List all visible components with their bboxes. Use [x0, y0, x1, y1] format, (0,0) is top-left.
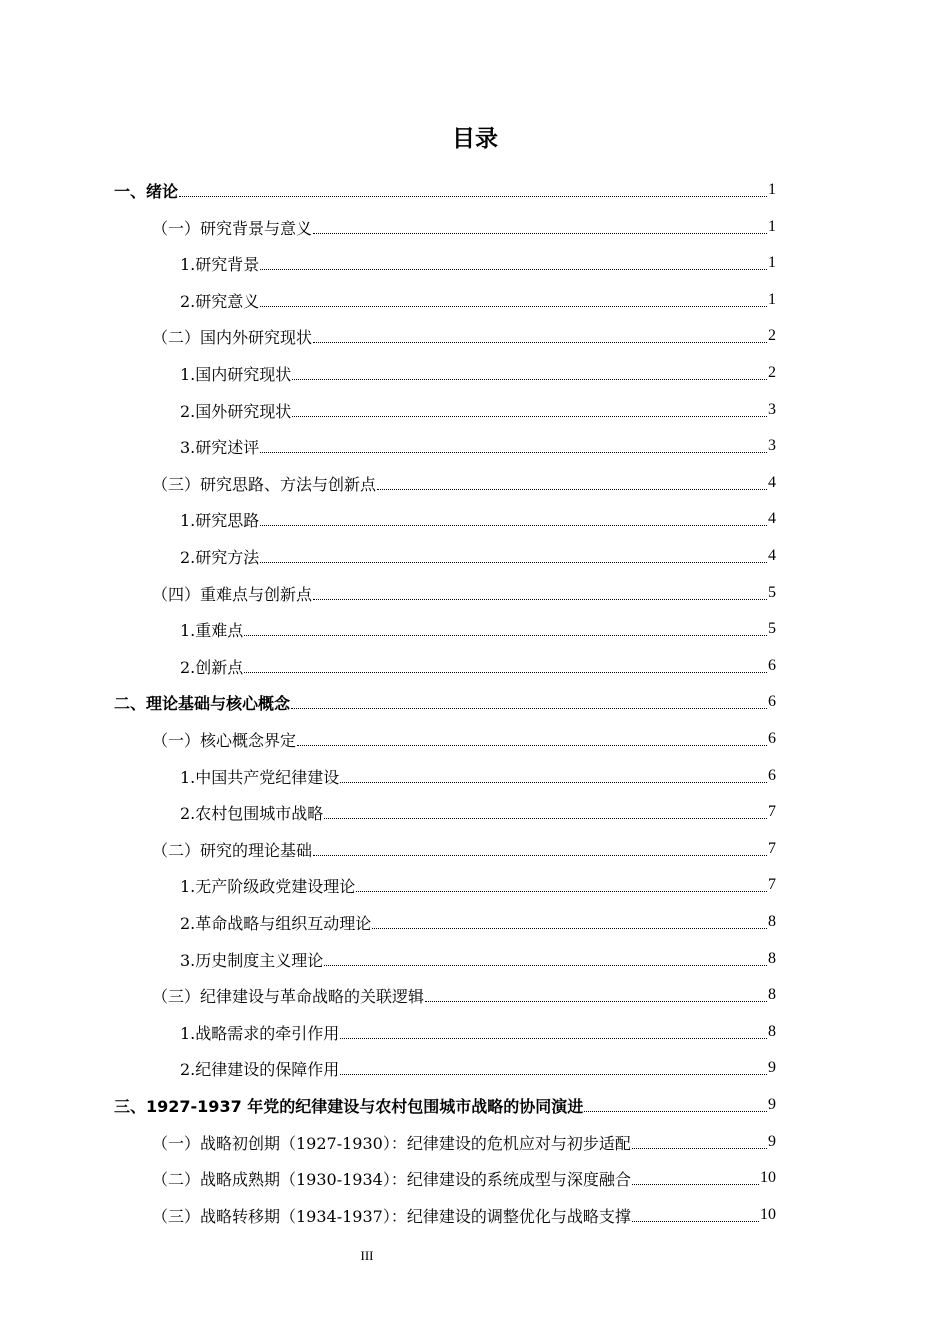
toc-entry-page-number: 4	[768, 474, 776, 491]
toc-entry-page-number: 1	[768, 218, 776, 235]
dot-leader	[632, 1183, 759, 1185]
dot-leader	[584, 1110, 767, 1112]
dot-leader	[292, 415, 767, 417]
toc-entry-label: （四）重难点与创新点	[152, 584, 313, 604]
toc-entry-page-number: 8	[768, 913, 776, 930]
toc-entry-label: （三）纪律建设与革命战略的关联逻辑	[152, 986, 425, 1006]
toc-entry-label: 1.战略需求的牵引作用	[180, 1023, 340, 1043]
dot-leader	[260, 561, 767, 563]
toc-entry-label: 2.研究方法	[180, 547, 260, 567]
toc-entry-label: 1.无产阶级政党建设理论	[180, 876, 356, 896]
toc-entry-page-number: 7	[768, 840, 776, 857]
toc-entry-page-number: 5	[768, 584, 776, 601]
dot-leader	[632, 1147, 767, 1149]
dot-leader	[313, 232, 767, 234]
toc-entry-page-number: 6	[768, 693, 776, 710]
dot-leader	[340, 1073, 767, 1075]
dot-leader	[292, 378, 767, 380]
toc-entry-label: 3.历史制度主义理论	[180, 950, 324, 970]
toc-entry[interactable]	[180, 867, 776, 903]
dot-leader	[313, 341, 767, 343]
toc-entry-page-number: 1	[768, 291, 776, 308]
toc-entry-page-number: 7	[768, 803, 776, 820]
toc-entry-label: 2.研究意义	[180, 291, 260, 311]
toc-entry-label: 1.研究背景	[180, 254, 260, 274]
toc-entry[interactable]	[180, 758, 776, 794]
toc-entry[interactable]	[180, 282, 776, 318]
toc-entry[interactable]	[114, 1087, 776, 1123]
toc-entry-label: 3.研究述评	[180, 437, 260, 457]
toc-entry[interactable]	[152, 977, 776, 1013]
dot-leader	[260, 451, 767, 453]
toc-entry-page-number: 10	[760, 1169, 776, 1186]
toc-entry-page-number: 6	[768, 730, 776, 747]
toc-entry[interactable]	[180, 794, 776, 830]
toc-entry[interactable]	[152, 721, 776, 757]
toc-entry-label: 1.国内研究现状	[180, 364, 292, 384]
dot-leader	[324, 964, 767, 966]
dot-leader	[372, 927, 767, 929]
toc-entry[interactable]	[152, 1160, 776, 1196]
toc-entry-page-number: 8	[768, 950, 776, 967]
toc-entry-page-number: 9	[768, 1096, 776, 1113]
toc-entry[interactable]	[180, 1014, 776, 1050]
toc-entry[interactable]	[152, 209, 776, 245]
dot-leader	[244, 671, 767, 673]
toc-entry-page-number: 3	[768, 437, 776, 454]
dot-leader	[260, 305, 767, 307]
toc-entry-label: （一）核心概念界定	[152, 730, 297, 750]
toc-entry-page-number: 1	[768, 254, 776, 271]
toc-entry-page-number: 5	[768, 620, 776, 637]
toc-entry-label: （二）研究的理论基础	[152, 840, 313, 860]
toc-entry[interactable]	[114, 172, 776, 208]
dot-leader	[425, 1000, 767, 1002]
toc-entry[interactable]	[152, 318, 776, 354]
toc-entry-page-number: 8	[768, 1023, 776, 1040]
toc-entry-label: 2.创新点	[180, 657, 244, 677]
toc-entry[interactable]	[180, 648, 776, 684]
toc-entry-label: 2.纪律建设的保障作用	[180, 1059, 340, 1079]
toc-entry-page-number: 6	[768, 657, 776, 674]
toc-entry[interactable]	[152, 465, 776, 501]
toc-entry[interactable]	[114, 684, 776, 720]
dot-leader	[377, 488, 767, 490]
toc-entry-page-number: 6	[768, 767, 776, 784]
page-number: III	[360, 1248, 374, 1263]
dot-leader	[313, 598, 767, 600]
toc-entry[interactable]	[152, 575, 776, 611]
toc-entry-page-number: 1	[768, 181, 776, 198]
toc-entry-page-number: 4	[768, 510, 776, 527]
toc-entry[interactable]	[152, 1124, 776, 1160]
toc-entry-page-number: 2	[768, 364, 776, 381]
toc-entry-label: 三、1927-1937 年党的纪律建设与农村包围城市战略的协同演进	[114, 1096, 584, 1116]
dot-leader	[179, 195, 767, 197]
toc-entry-label: （一）战略初创期（1927-1930）：纪律建设的危机应对与初步适配	[152, 1133, 631, 1153]
toc-entry[interactable]	[180, 1050, 776, 1086]
toc-entry-page-number: 9	[768, 1133, 776, 1150]
toc-entry[interactable]	[180, 355, 776, 391]
toc-entry[interactable]	[152, 1197, 776, 1233]
toc-entry-page-number: 3	[768, 401, 776, 418]
toc-entry-label: 二、理论基础与核心概念	[114, 693, 291, 713]
toc-entry-label: （二）战略成熟期（1930-1934）：纪律建设的系统成型与深度融合	[152, 1169, 631, 1189]
toc-entry[interactable]	[180, 611, 776, 647]
dot-leader	[260, 524, 767, 526]
toc-entry-label: （三）战略转移期（1934-1937）：纪律建设的调整优化与战略支撑	[152, 1206, 631, 1226]
dot-leader	[297, 744, 767, 746]
toc-entry-label: 1.中国共产党纪律建设	[180, 767, 340, 787]
toc-entry-label: （一）研究背景与意义	[152, 218, 313, 238]
toc-entry-page-number: 4	[768, 547, 776, 564]
dot-leader	[260, 268, 767, 270]
page-title: 目录	[452, 126, 498, 152]
dot-leader	[291, 707, 767, 709]
toc-entry-label: 2.国外研究现状	[180, 401, 292, 421]
dot-leader	[340, 1037, 767, 1039]
toc-entry[interactable]	[180, 904, 776, 940]
toc-entry-page-number: 8	[768, 986, 776, 1003]
dot-leader	[340, 781, 767, 783]
toc-entry[interactable]	[180, 428, 776, 464]
toc-entry-page-number: 9	[768, 1059, 776, 1076]
toc-entry[interactable]	[180, 392, 776, 428]
dot-leader	[632, 1220, 759, 1222]
dot-leader	[313, 854, 767, 856]
toc-entry-page-number: 7	[768, 876, 776, 893]
toc-entry-label: 1.研究思路	[180, 510, 260, 530]
dot-leader	[324, 817, 767, 819]
toc-entry-label: 一、绪论	[114, 181, 179, 201]
toc-entry-label: 1.重难点	[180, 620, 244, 640]
toc-entry-page-number: 10	[760, 1206, 776, 1223]
toc-entry-label: （三）研究思路、方法与创新点	[152, 474, 377, 494]
toc-entry[interactable]	[180, 538, 776, 574]
toc-entry[interactable]	[180, 501, 776, 537]
toc-entry-label: 2.农村包围城市战略	[180, 803, 324, 823]
dot-leader	[244, 634, 767, 636]
dot-leader	[356, 890, 767, 892]
toc-entry[interactable]	[180, 245, 776, 281]
toc-entry-label: 2.革命战略与组织互动理论	[180, 913, 372, 933]
toc-entry[interactable]	[180, 941, 776, 977]
toc-entry-page-number: 2	[768, 327, 776, 344]
toc-entry-label: （二）国内外研究现状	[152, 327, 313, 347]
toc-entry[interactable]	[152, 831, 776, 867]
